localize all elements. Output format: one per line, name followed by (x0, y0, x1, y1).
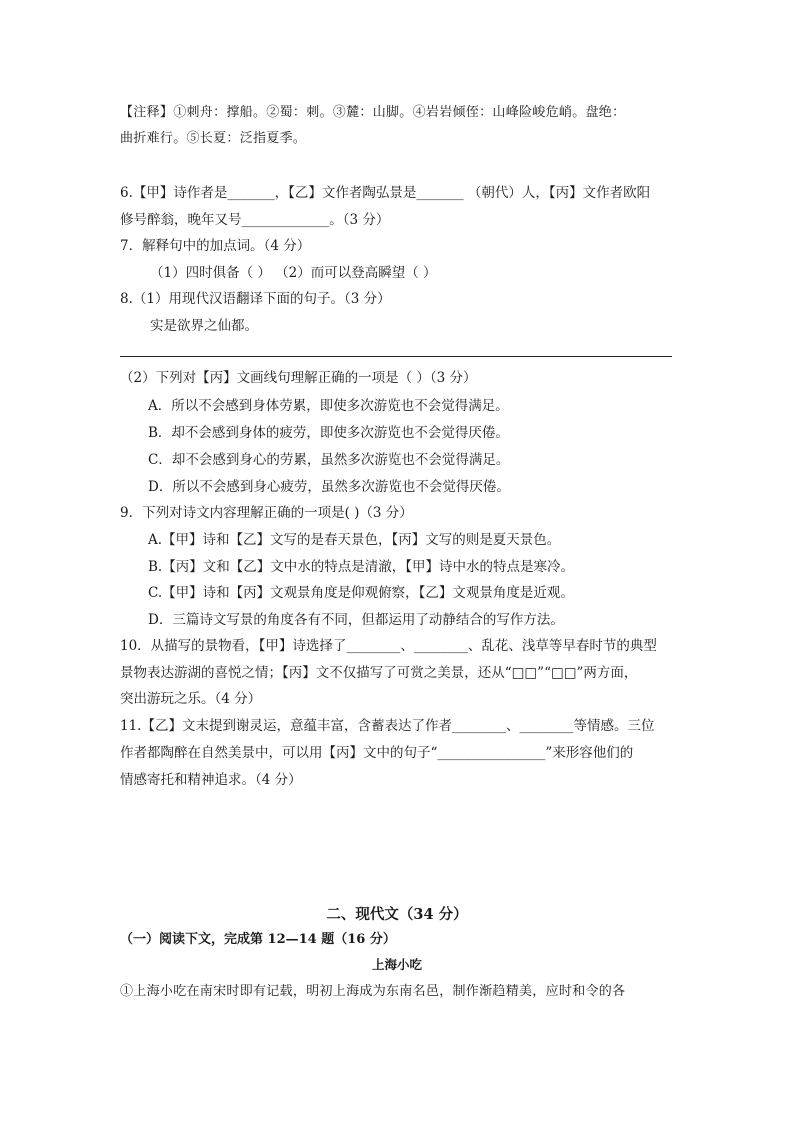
question-10-line-2: 景物表达游湖的喜悦之情；【丙】文不仅描写了可赏之美景，还从“□□”“□□”两方面， (120, 665, 638, 681)
answer-line (120, 356, 672, 357)
question-11-line-3: 情感寄托和精神追求。（4 分） (120, 772, 302, 788)
question-9-stem: 9．下列对诗文内容理解正确的一项是( )（3 分） (120, 505, 413, 521)
article-title: 上海小吃 (371, 957, 422, 972)
question-9-option-b: B.【丙】文和【乙】文中水的特点是清澈，【甲】诗中水的特点是寒冷。 (148, 559, 574, 575)
question-8-option-c: C．却不会感到身心的劳累，虽然多次游览也不会觉得满足。 (148, 452, 510, 468)
question-8-sentence: 实是欲界之仙都。 (150, 318, 258, 334)
question-9-option-d: D．三篇诗文写景的角度各有不同，但都运用了动静结合的写作方法。 (148, 612, 564, 628)
question-8-stem: 8.（1）用现代汉语翻译下面的句子。（3 分） (120, 291, 391, 307)
question-11-line-1: 11.【乙】文末提到谢灵运，意蕴丰富，含蓄表达了作者________、________等情感。三位 (120, 718, 655, 734)
annotation-line-1: 【注释】①刺舟：撑船。②蜀：刺。③麓：山脚。④岩岩倾侄：山峰险峻危峭。盘绝： (120, 105, 626, 120)
section-part-heading: （一）阅读下文，完成第 12—14 题（16 分） (120, 932, 396, 947)
question-9-option-c: C.【甲】诗和【丙】文观景角度是仰观俯察，【乙】文观景角度是近观。 (148, 585, 574, 601)
question-10-line-1: 10．从描写的景物看，【甲】诗选择了________、________、乱花、浅草等早春时节的典型 (120, 638, 657, 654)
annotation-line-2: 曲折难行。⑤长夏：泛指夏季。 (120, 131, 307, 146)
section-title: 二、现代文（34 分） (326, 906, 468, 923)
question-8-option-d: D．所以不会感到身心疲劳，虽然多次游览也不会觉得厌倦。 (148, 479, 510, 495)
question-7-stem: 7．解释句中的加点词。（4 分） (120, 238, 311, 254)
question-10-line-3: 突出游玩之乐。（4 分） (120, 691, 262, 707)
question-9-option-a: A.【甲】诗和【乙】文写的是春天景色，【丙】文写的则是夏天景色。 (148, 532, 561, 548)
question-6-line-2: 修号醉翁，晚年又号_____________。（3 分） (120, 212, 390, 228)
question-8-sub-2: （2）下列对【丙】文画线句理解正确的一项是（ ）（3 分） (120, 370, 477, 386)
question-8-option-b: B．却不会感到身体的疲劳，即使多次游览也不会觉得厌倦。 (148, 425, 509, 441)
article-paragraph-1: ①上海小吃在南宋时即有记载，明初上海成为东南名邑，制作渐趋精美，应时和令的各 (120, 984, 626, 999)
question-7-items: （1）四时俱备（ ） （2）而可以登高瞬望（ ） (150, 265, 437, 281)
question-6-line-1: 6.【甲】诗作者是_______，【乙】文作者陶弘景是_______ （朝代）人，【丙】文作者欧阳 (120, 185, 651, 201)
question-8-option-a: A．所以不会感到身体劳累，即使多次游览也不会觉得满足。 (148, 398, 509, 414)
question-11-line-2: 作者都陶醉在自然美景中，可以用【丙】文中的句子“________________”来形容他们的 (120, 745, 634, 761)
